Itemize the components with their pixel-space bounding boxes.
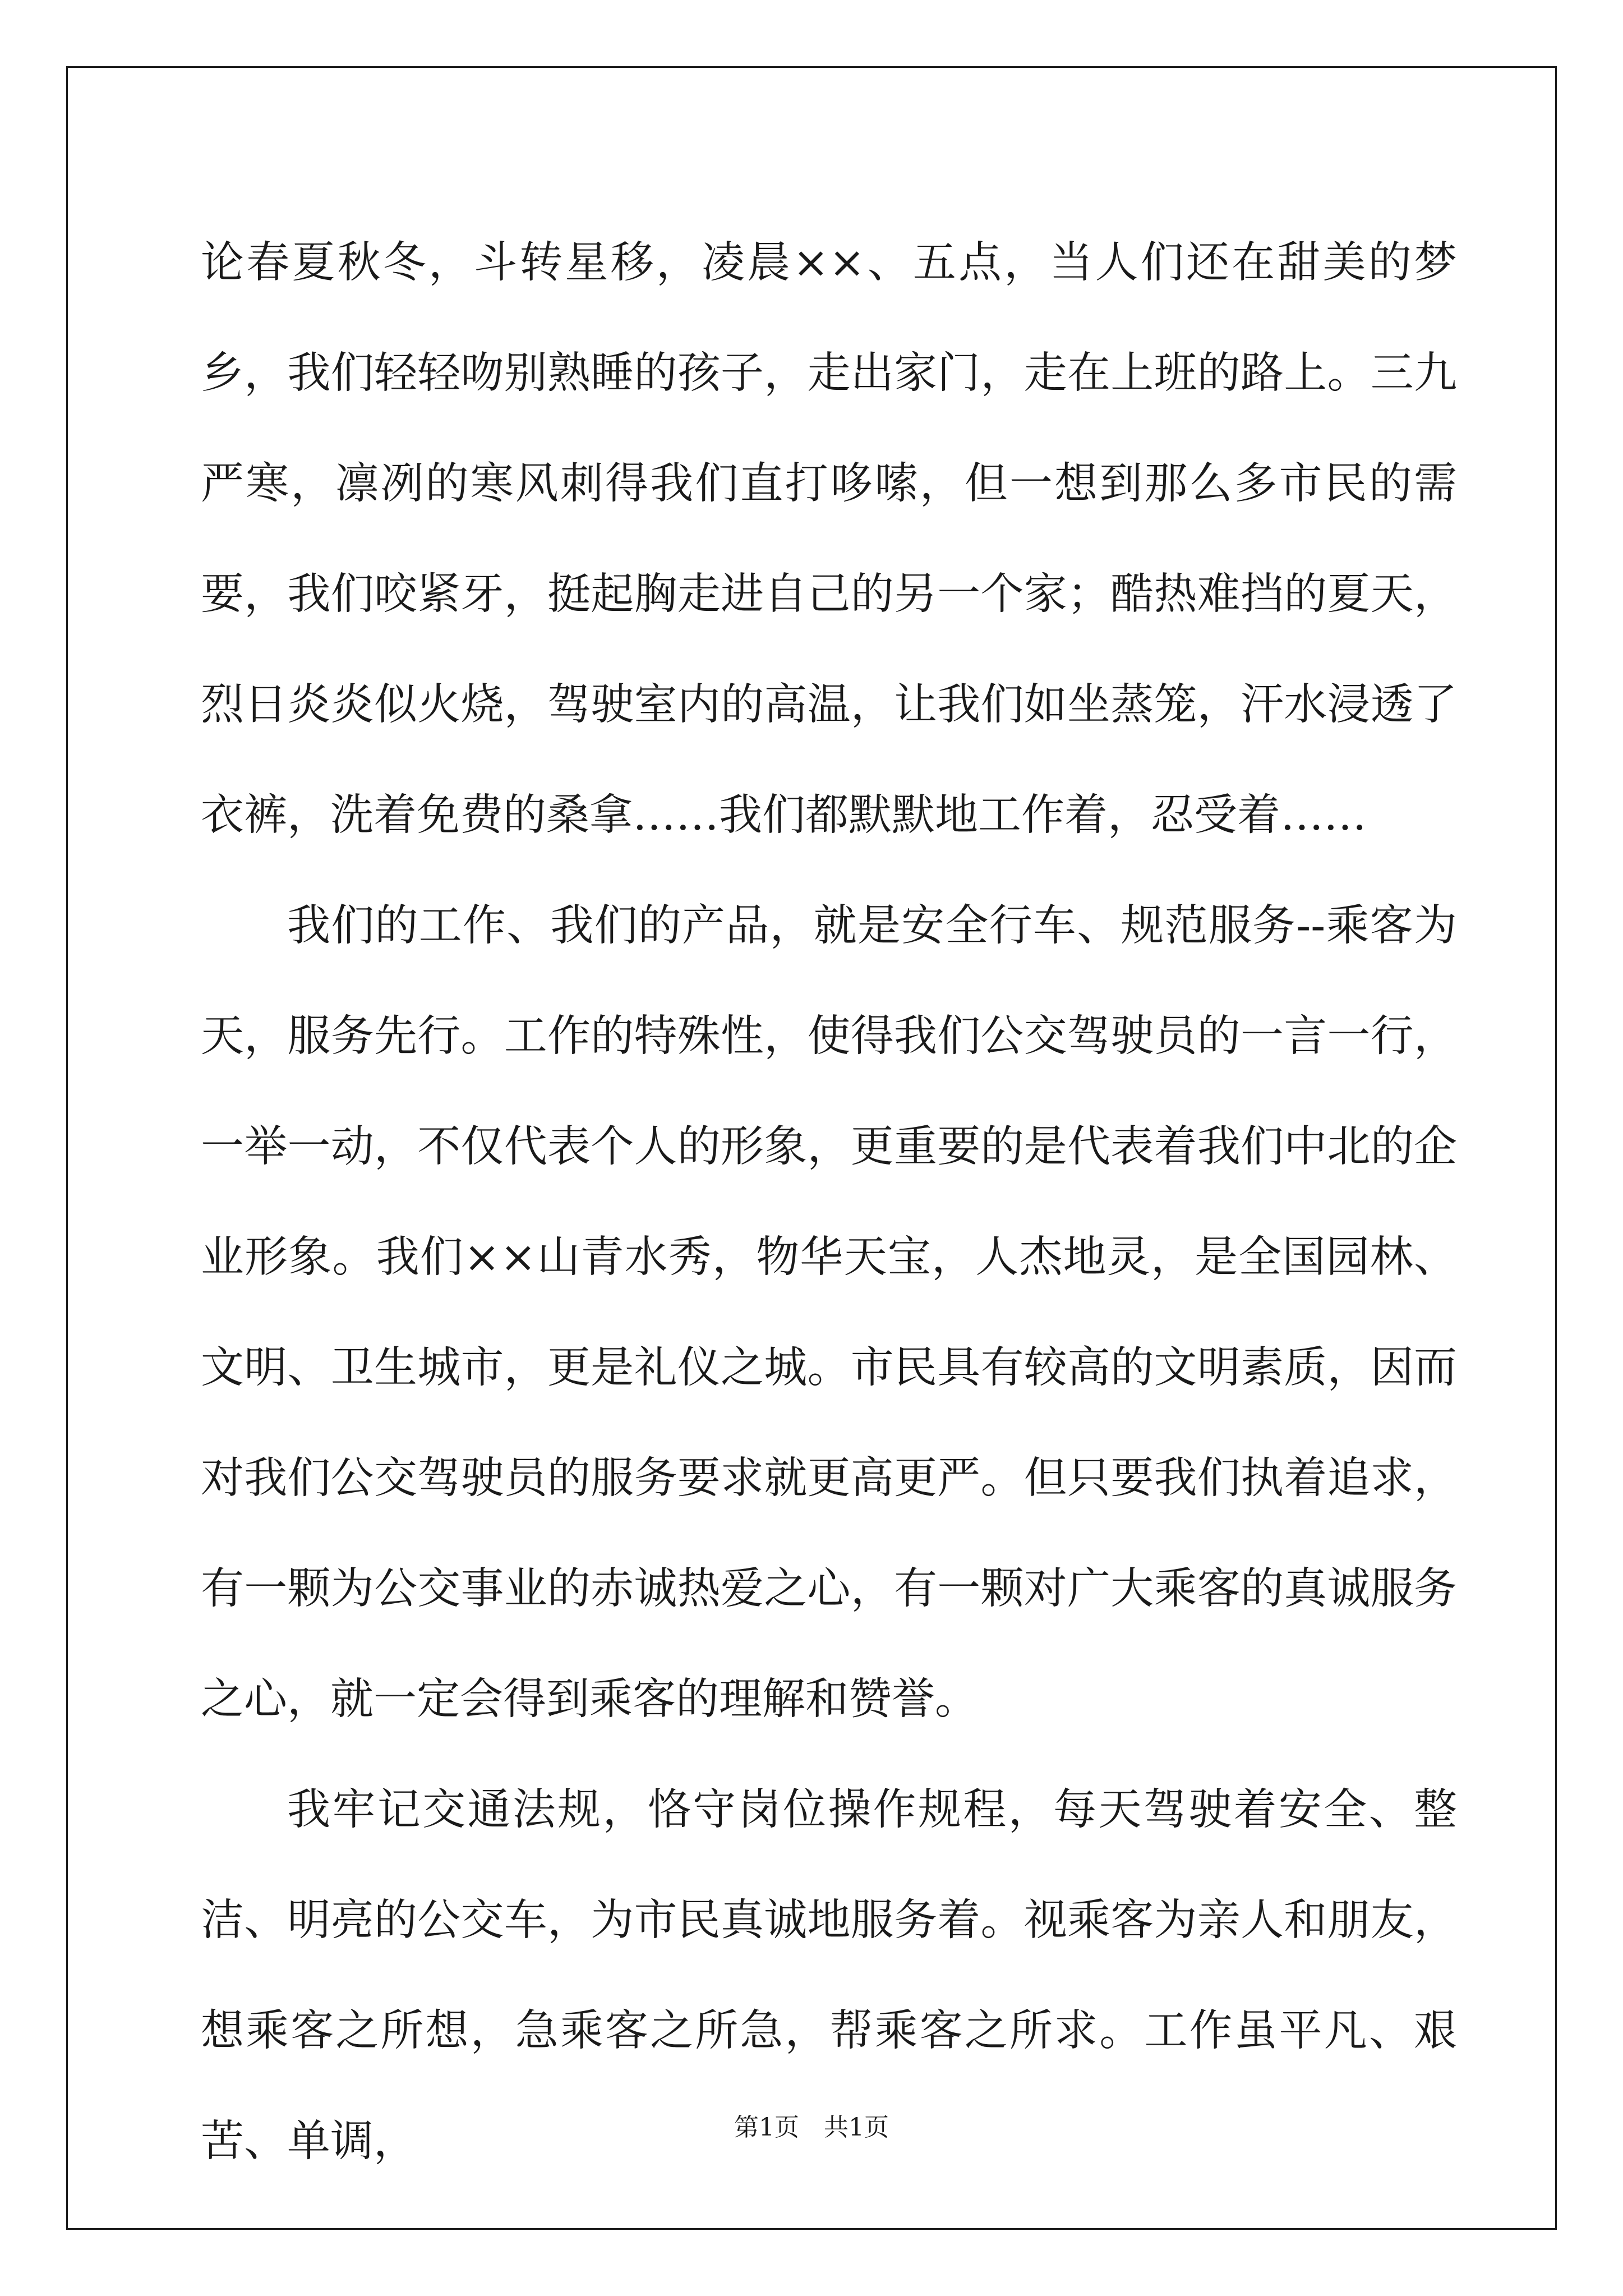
- paragraph-2: 我们的工作、我们的产品，就是安全行车、规范服务--乘客为天，服务先行。工作的特殊性，使得我们公交驾驶员的一言一行，一举一动，不仅代表个人的形象，更重要的是代表着我们中北的企业形象。我们××山青水秀，物华天宝，人杰地灵，是全国园林、文明、卫生城市，更是礼仪之城。市民具有较高的文明素质，因而对我们公交驾驶员的服务要求就更高更严。但只要我们执着追求，有一颗为公交事业的赤诚热爱之心，有一颗对广大乘客的真诚服务之心，就一定会得到乘客的理解和赞誉。: [201, 901, 1457, 1724]
- paragraph-1: 论春夏秋冬，斗转星移，凌晨××、五点，当人们还在甜美的梦乡，我们轻轻吻别熟睡的孩子，走出家门，走在上班的路上。三九严寒，凛冽的寒风刺得我们直打哆嗦，但一想到那么多市民的需要，我们咬紧牙，挺起胸走进自己的另一个家；酷热难挡的夏天，烈日炎炎似火烧，驾驶室内的高温，让我们如坐蒸笼，汗水浸透了衣裤，洗着免费的桑拿……我们都默默地工作着，忍受着……: [201, 238, 1457, 840]
- paragraph-3: 我牢记交通法规，恪守岗位操作规程，每天驾驶着安全、整洁、明亮的公交车，为市民真诚地服务着。视乘客为亲人和朋友，想乘客之所想，急乘客之所急，帮乘客之所求。工作虽平凡、艰苦、单调，: [201, 1785, 1457, 2166]
- page-footer: [0, 2107, 1623, 2143]
- page-number-label: 第1页 共1页: [734, 2113, 889, 2142]
- document-body: [201, 208, 1457, 2197]
